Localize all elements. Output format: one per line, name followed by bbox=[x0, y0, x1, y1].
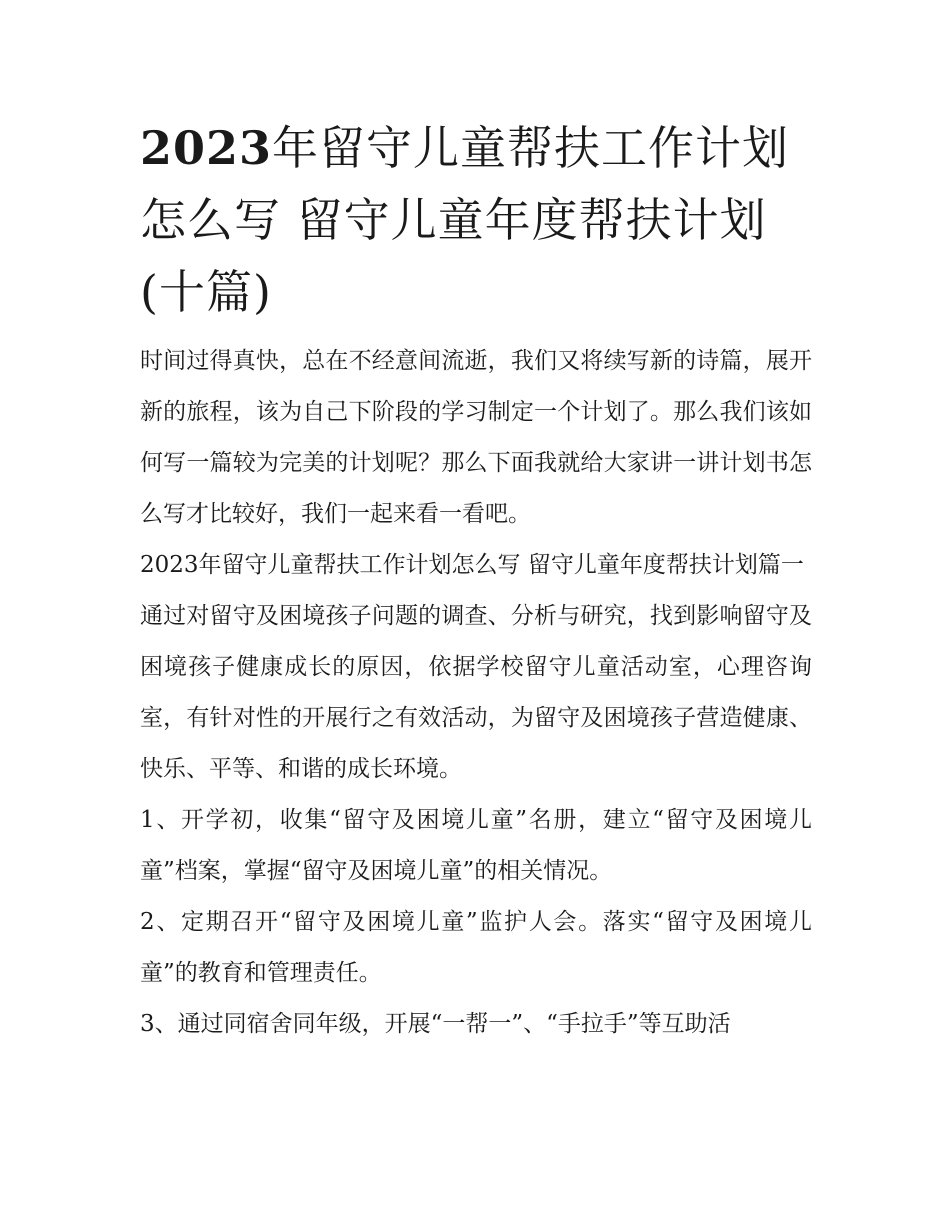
section-heading: 2023年留守儿童帮扶工作计划怎么写 留守儿童年度帮扶计划篇一 bbox=[140, 552, 804, 578]
list-item: 1、开学初，收集“留守及困境儿童”名册，建立“留守及困境儿童”档案，掌握“留守及困境儿童”的相关情况。 bbox=[140, 807, 812, 884]
title-year: 2023 bbox=[140, 121, 273, 175]
list-item: 2、定期召开“留守及困境儿童”监护人会。落实“留守及困境儿童”的教育和管理责任。 bbox=[140, 909, 812, 986]
document-body bbox=[140, 112, 812, 1050]
title-text: 年留守儿童帮扶工作计划怎么写 留守儿童年度帮扶计划(十篇) bbox=[140, 121, 790, 319]
section-intro-paragraph: 通过对留守及困境孩子问题的调查、分析与研究，找到影响留守及困境孩子健康成长的原因，依据学校留守儿童活动室，心理咨询室，有针对性的开展行之有效活动，为留守及困境孩子营造健康、快乐、平等、和谐的成长环境。 bbox=[140, 603, 812, 782]
document-title bbox=[140, 112, 812, 328]
intro-paragraph: 时间过得真快，总在不经意间流逝，我们又将续写新的诗篇，展开新的旅程，该为自己下阶段的学习制定一个计划了。那么我们该如何写一篇较为完美的计划呢？那么下面我就给大家讲一讲计划书怎么写才比较好，我们一起来看一看吧。 bbox=[140, 348, 812, 527]
list-item: 3、通过同宿舍同年级，开展“一帮一”、“手拉手”等互助活 bbox=[140, 1011, 731, 1037]
